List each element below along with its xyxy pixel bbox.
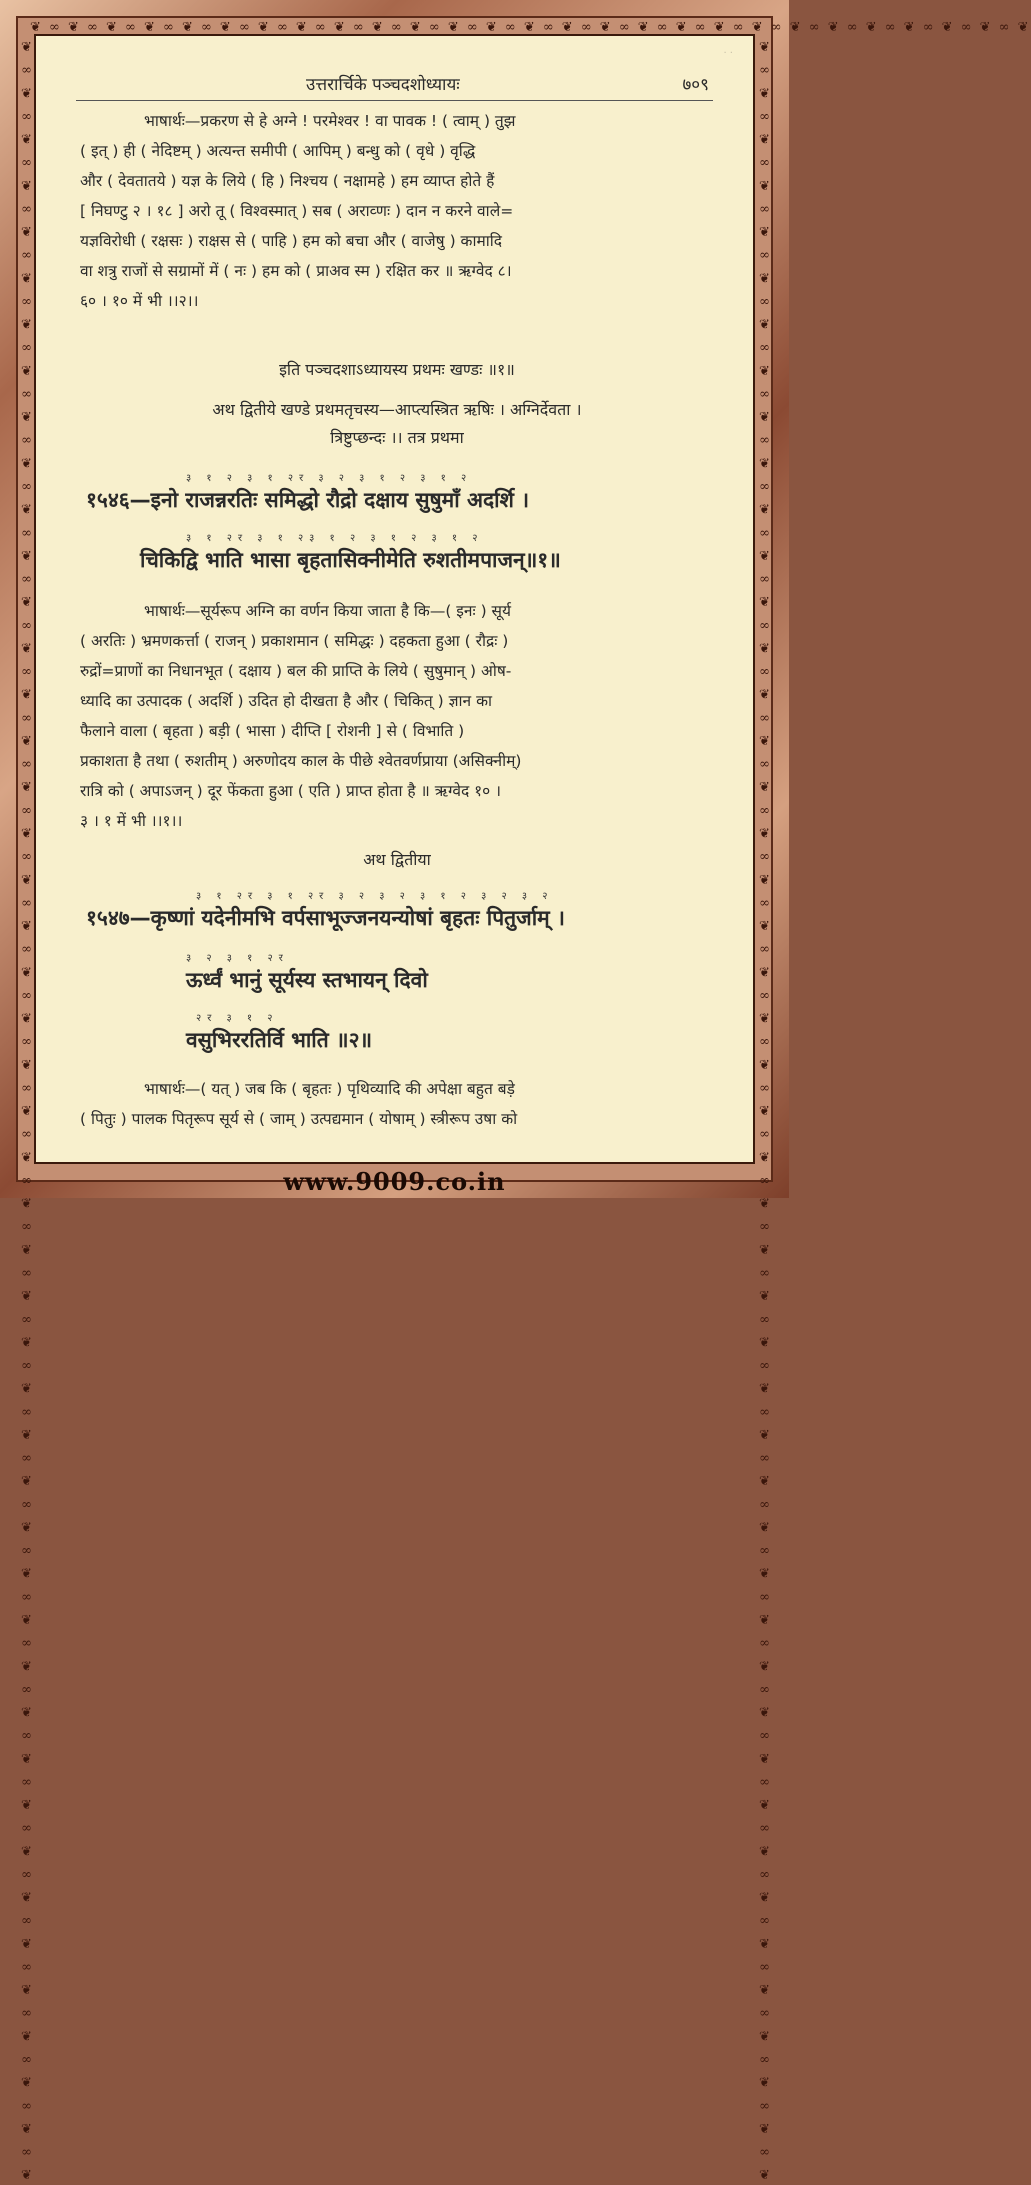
text-line: फैलाने वाला ( बृहता ) बड़ी ( भासा ) दीप्ति [ रोशनी ] से ( विभाति ) bbox=[80, 722, 465, 740]
text-line: ( अरतिः ) भ्रमणकर्त्ता ( राजन् ) प्रकाशमान ( समिद्धः ) दहकता हुआ ( रौद्रः ) bbox=[80, 632, 509, 650]
right-ornament: ❦ ∞ ❦ ∞ ❦ ∞ ❦ ∞ ❦ ∞ ❦ ∞ ❦ ∞ ❦ ∞ ❦ ∞ ❦ ∞ ❦ ∞ ❦ ∞ ❦ ∞ ❦ ∞ ❦ ∞ ❦ ∞ ❦ ∞ ❦ ∞ ❦ ∞ ❦ ∞ ❦ ∞ ❦ ∞ ❦ ∞ ❦ ∞ ❦ ∞ ❦ ∞ ❦ ∞ ❦ ∞ ❦ ∞ ❦ ∞ ❦ ∞ ❦ ∞ ❦ ∞ ❦ ∞ ❦ ∞ ❦ ∞ ❦ ∞ ❦ ∞ ❦ ∞ ❦ ∞ ❦ ∞ ❦ ∞ ❦ ∞ ❦ ∞ ❦ ∞ ❦ ∞ ❦ bbox=[757, 40, 772, 2185]
text-line: यज्ञविरोधी ( रक्षसः ) राक्षस से ( पाहि ) हम को बचा और ( वाजेषु ) कामादि bbox=[80, 232, 502, 250]
text-line: ( इत् ) ही ( नेदिष्टम् ) अत्यन्त समीपी ( आपिम् ) बन्धु को ( वृधे ) वृद्धि bbox=[80, 142, 476, 160]
text-line: भाषार्थः—सूर्यरूप अग्नि का वर्णन किया जाता है कि—( इनः ) सूर्य bbox=[144, 602, 512, 620]
text-line: रात्रि को ( अपाऽजन् ) दूर फेंकता हुआ ( एति ) प्राप्त होता है ॥ ऋग्वेद १० । bbox=[80, 782, 502, 800]
mantra-line: चिकिद्वि भाति भासा बृहतासिक्नीमेति रुशतीमपाजन्॥१॥ bbox=[140, 548, 561, 572]
text-line: रुद्रों=प्राणों का निधानभूत ( दक्षाय ) बल की प्राप्ति के लिये ( सुषुमान् ) ओष- bbox=[80, 662, 512, 680]
mantra-line: १५४७—कृष्णां यदेनीमभि वर्पसाभूज्जनयन्योषां बृहतः पितुर्जाम् । bbox=[86, 906, 565, 930]
section-end-note: इति पञ्चदशाऽध्यायस्य प्रथमः खण्डः ॥१॥ bbox=[279, 360, 515, 379]
left-ornament: ❦ ∞ ❦ ∞ ❦ ∞ ❦ ∞ ❦ ∞ ❦ ∞ ❦ ∞ ❦ ∞ ❦ ∞ ❦ ∞ ❦ ∞ ❦ ∞ ❦ ∞ ❦ ∞ ❦ ∞ ❦ ∞ ❦ ∞ ❦ ∞ ❦ ∞ ❦ ∞ ❦ ∞ ❦ ∞ ❦ ∞ ❦ ∞ ❦ ∞ ❦ ∞ ❦ ∞ ❦ ∞ ❦ ∞ ❦ ∞ ❦ ∞ ❦ ∞ ❦ ∞ ❦ ∞ ❦ ∞ ❦ ∞ ❦ ∞ ❦ ∞ ❦ ∞ ❦ ∞ ❦ ∞ ❦ ∞ ❦ ∞ ❦ ∞ ❦ ∞ ❦ ∞ ❦ bbox=[19, 40, 34, 2185]
top-ornament: ❦ ∞ ❦ ∞ ❦ ∞ ❦ ∞ ❦ ∞ ❦ ∞ ❦ ∞ ❦ ∞ ❦ ∞ ❦ ∞ ❦ ∞ ❦ ∞ ❦ ∞ ❦ ∞ ❦ ∞ ❦ ∞ ❦ ∞ ❦ ∞ ❦ ∞ ❦ ∞ ❦ ∞ ❦ ∞ ❦ ∞ ❦ ∞ ❦ ∞ ❦ ∞ ❦ bbox=[30, 20, 1031, 35]
footer-website-url: www.9009.co.in bbox=[283, 1167, 506, 1196]
page-header bbox=[76, 70, 713, 101]
scanned-page bbox=[36, 36, 753, 1162]
text-line: ( पितुः ) पालक पितृरूप सूर्य से ( जाम् ) उत्पद्यमान ( योषाम् ) स्त्रीरूप उषा को bbox=[80, 1110, 518, 1128]
svara-marks: ३ १ २र ३ १ २३ १ २ ३ १ २ ३ १ २ bbox=[186, 533, 484, 544]
intro-line-2: त्रिष्टुप्छन्दः ।। तत्र प्रथमा bbox=[330, 428, 464, 447]
svara-marks: ३ २ ३ १ २र bbox=[186, 953, 289, 964]
paragraph-bhasharth-1 bbox=[80, 106, 714, 316]
text-line: ६० । १० में भी ।।२।। bbox=[80, 292, 199, 310]
page-number: ७०९ bbox=[682, 75, 709, 95]
paragraph-bhasharth-3 bbox=[80, 1074, 714, 1134]
svara-marks: ३ १ २र ३ १ २र ३ २ ३ २ ३ १ २ ३ २ ३ २ bbox=[196, 891, 554, 902]
text-line: वा शत्रु राजों से सग्रामों में ( नः ) हम को ( प्राअव स्म ) रक्षित कर ॥ ऋग्वेद ८। bbox=[80, 262, 512, 280]
text-line: प्रकाशता है तथा ( रुशतीम् ) अरुणोदय काल के पीछे श्वेतवर्णप्राया (असिक्नीम्) bbox=[80, 752, 522, 770]
text-line: भाषार्थः—प्रकरण से हे अग्ने ! परमेश्वर ! वा पावक ! ( त्वाम् ) तुझ bbox=[144, 112, 516, 130]
intro-line-1: अथ द्वितीये खण्डे प्रथमतृचस्य—आप्त्यस्त्रित ऋषिः । अग्निर्देवता । bbox=[212, 400, 582, 419]
mantra-line: ऊर्ध्वं भानुं सूर्यस्य स्तभायन् दिवो bbox=[186, 968, 428, 992]
bleed-through-marks: · · bbox=[723, 48, 733, 59]
page-title: उत्तरार्चिके पञ्चदशोध्यायः bbox=[306, 75, 460, 95]
text-line: ध्यादि का उत्पादक ( अदर्शि ) उदित हो दीखता है और ( चिकित् ) ज्ञान का bbox=[80, 692, 492, 710]
svara-marks: ३ १ २ ३ १ २र ३ २ ३ १ २ ३ १ २ bbox=[186, 473, 473, 484]
text-line: [ निघण्टु २ । १८ ] अरो तू ( विश्वस्मात् ) सब ( अराव्णः ) दान न करने वाले= bbox=[80, 202, 514, 220]
paragraph-bhasharth-2 bbox=[80, 596, 714, 836]
text-line: भाषार्थः—( यत् ) जब कि ( बृहतः ) पृथिव्यादि की अपेक्षा बहुत बड़े bbox=[144, 1080, 515, 1098]
mantra-line: १५४६—इनो राजन्नरतिः समिद्धो रौद्रो दक्षाय सुषुमाँ अदर्शि । bbox=[86, 488, 530, 512]
svara-marks: २र ३ १ २ bbox=[196, 1013, 279, 1024]
second-verse-heading: अथ द्वितीया bbox=[363, 850, 431, 869]
text-line: और ( देवतातये ) यज्ञ के लिये ( हि ) निश्चय ( नक्षामहे ) हम व्याप्त होते हैं bbox=[80, 172, 495, 190]
mantra-line: वसुभिररतिर्वि भाति ॥२॥ bbox=[186, 1028, 373, 1052]
text-line: ३ । १ में भी ।।१।। bbox=[80, 812, 183, 830]
